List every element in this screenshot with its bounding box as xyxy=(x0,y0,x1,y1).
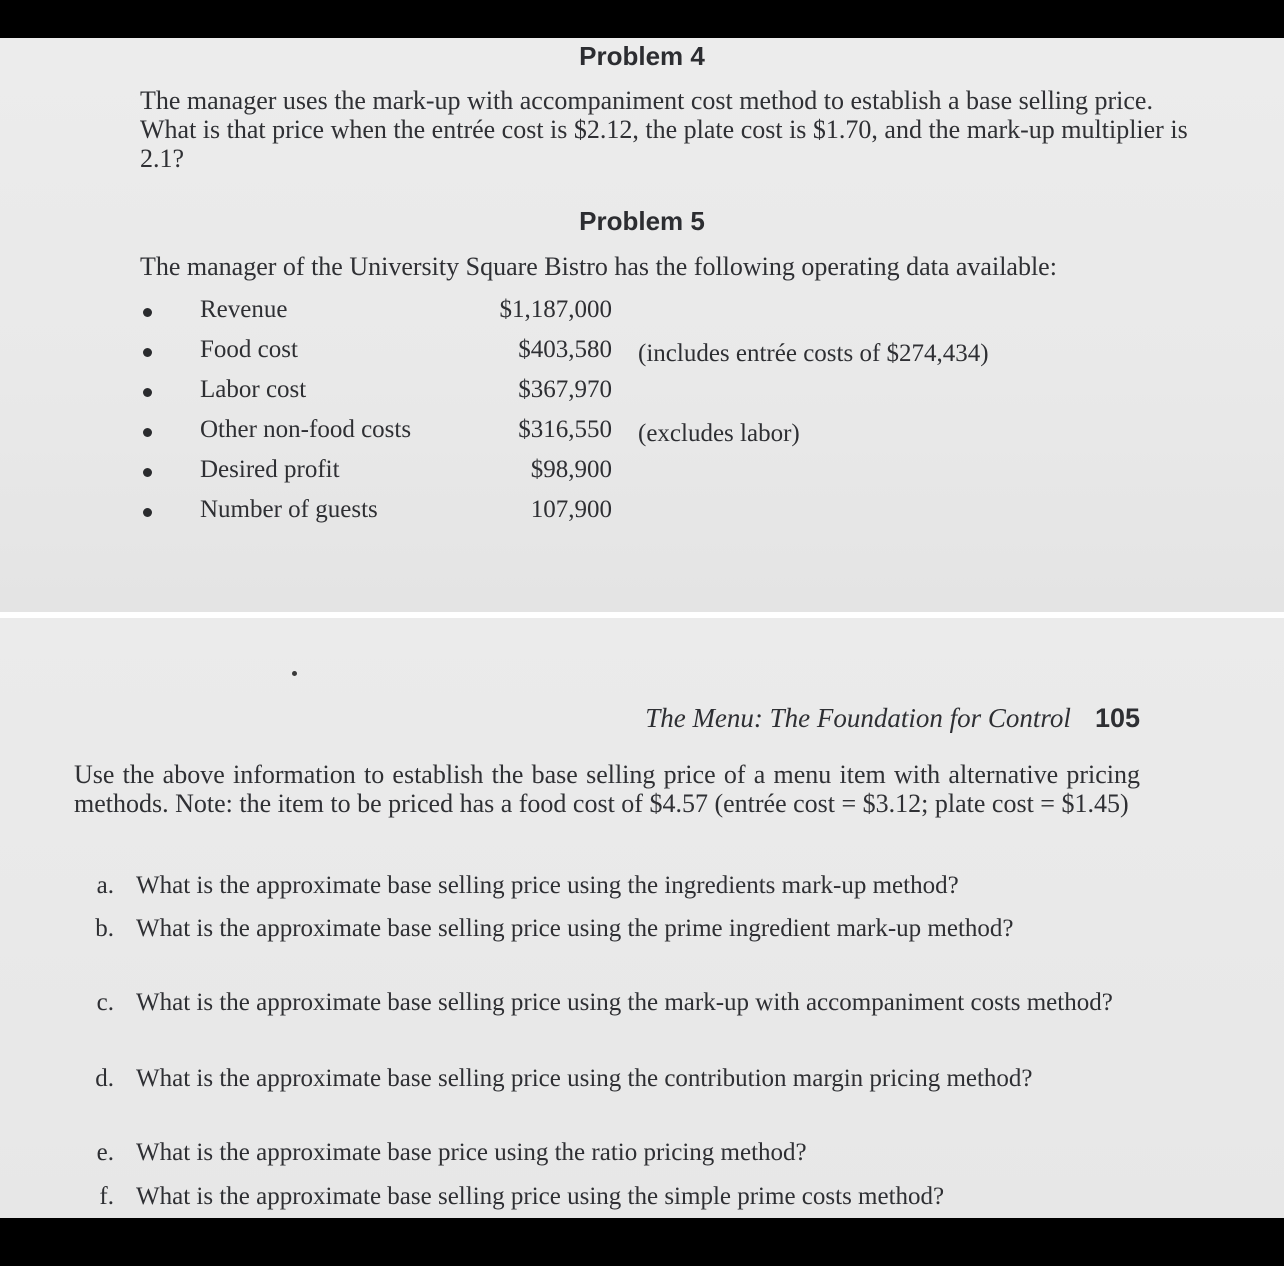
question-text: What is the approximate base selling price using the ingredients mark-up method? xyxy=(136,872,959,899)
problem-4-text: The manager uses the mark-up with accompaniment cost method to establish a base selling price. What is that price when the entrée cost is $2.12, the plate cost is $1.70, and the mark-up multiplier is 2.1? xyxy=(140,86,1188,173)
problem-5-intro: The manager of the University Square Bistro has the following operating data available: xyxy=(140,252,1057,281)
page-number: 105 xyxy=(1094,703,1140,733)
problem-4-title: Problem 4 xyxy=(579,41,705,71)
question-letter: a. xyxy=(96,872,114,899)
item-label: Labor cost xyxy=(200,376,307,403)
question-letter: e. xyxy=(96,1139,114,1166)
data-item-desired-profit xyxy=(140,456,1040,488)
question-text: What is the approximate base price using the ratio pricing method? xyxy=(136,1139,807,1166)
item-value: $367,970 xyxy=(518,376,612,403)
question-letter: b. xyxy=(95,915,114,942)
item-note: (excludes labor) xyxy=(638,420,800,447)
question-text: What is the approximate base selling price using the simple prime costs method? xyxy=(136,1183,945,1210)
problem-5-title: Problem 5 xyxy=(579,206,705,236)
question-text: What is the approximate base selling price using the contribution margin pricing method? xyxy=(136,1065,1033,1092)
running-head xyxy=(580,703,1140,734)
question-text: What is the approximate base selling price using the prime ingredient mark-up method? xyxy=(136,915,1014,942)
bullet-icon xyxy=(143,428,152,437)
item-value: $1,187,000 xyxy=(499,296,612,323)
item-label: Revenue xyxy=(200,296,288,323)
data-item-other-costs xyxy=(140,416,1040,448)
item-label: Food cost xyxy=(200,336,298,363)
question-letter: c. xyxy=(96,989,114,1016)
question-letter: d. xyxy=(95,1065,114,1092)
item-label: Other non-food costs xyxy=(200,416,412,443)
item-value: 107,900 xyxy=(530,496,612,523)
item-value: $316,550 xyxy=(518,416,612,443)
question-letter: f. xyxy=(99,1183,114,1210)
data-item-food-cost xyxy=(140,336,1040,368)
running-title: The Menu: The Foundation for Control xyxy=(645,703,1071,733)
item-value: $403,580 xyxy=(518,336,612,363)
item-label: Number of guests xyxy=(200,496,378,523)
item-label: Desired profit xyxy=(200,456,340,483)
data-item-revenue xyxy=(140,296,1040,328)
bullet-icon xyxy=(143,308,152,317)
bullet-icon xyxy=(143,348,152,357)
item-value: $98,900 xyxy=(530,456,612,483)
instructions-text: Use the above information to establish the base selling price of a menu item with alternative pricing methods. Note: the item to be priced has a food cost of $4.57 (entrée cost = $3.12; plate cost = $1.45) xyxy=(74,760,1140,818)
bullet-icon xyxy=(143,388,152,397)
bullet-icon xyxy=(143,468,152,477)
item-note: (includes entrée costs of $274,434) xyxy=(638,340,989,367)
dust-speck xyxy=(292,671,297,676)
question-text: What is the approximate base selling price using the mark-up with accompaniment costs method? xyxy=(136,989,1113,1016)
bullet-icon xyxy=(143,508,152,517)
data-item-guests xyxy=(140,496,1040,528)
data-item-labor-cost xyxy=(140,376,1040,408)
